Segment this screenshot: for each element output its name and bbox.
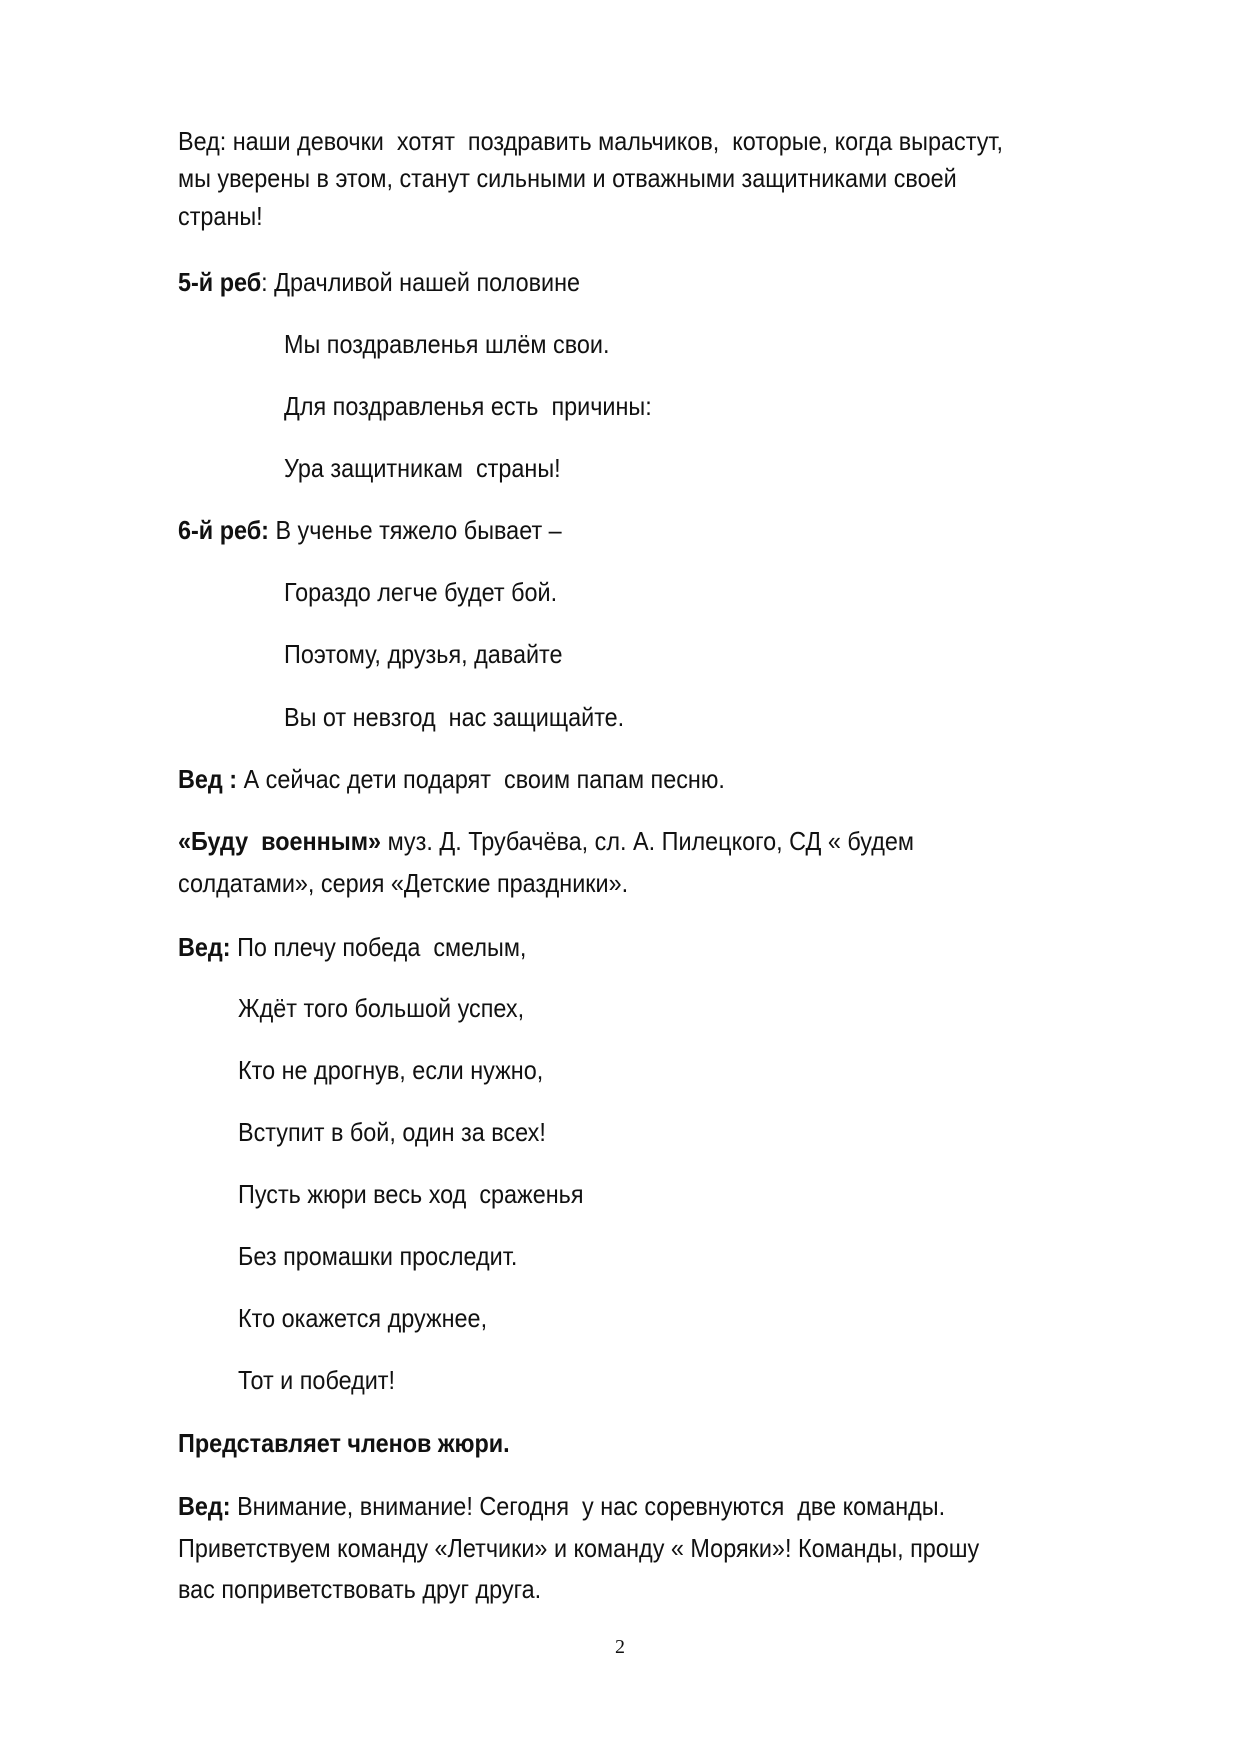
text: По плечу победа смелым, (230, 932, 527, 962)
text: Для поздравленья есть причины: (284, 391, 652, 421)
text: Гораздо легче будет бой. (284, 577, 558, 607)
text: : Драчливой нашей половине (261, 267, 581, 297)
bold-text: Представляет членов жюри. (178, 1428, 510, 1458)
text-line (238, 1053, 543, 1087)
text: страны! (178, 201, 263, 231)
text: Кто не дрогнув, если нужно, (238, 1055, 544, 1085)
text-line (178, 1572, 541, 1606)
text-line (284, 637, 563, 671)
text-line (238, 1239, 517, 1273)
text: Вед: наши девочки хотят поздравить мальчиков, которые, когда вырастут, (178, 126, 1004, 156)
bold-text: Вед: (178, 932, 231, 962)
bold-text: Вед: (178, 1491, 231, 1521)
bold-text: 5-й реб (178, 267, 262, 297)
text-line (238, 1363, 395, 1397)
text-line (178, 1531, 979, 1565)
text-line (178, 161, 957, 195)
text-line (178, 1489, 945, 1523)
text: солдатами», серия «Детские праздники». (178, 868, 629, 898)
bold-text: 6-й реб: (178, 515, 269, 545)
text-line (284, 575, 557, 609)
text-line (238, 991, 524, 1025)
text-line (178, 199, 263, 233)
text-line (178, 930, 526, 964)
text: Ждёт того большой успех, (238, 993, 525, 1023)
text-line (178, 866, 628, 900)
text-line (178, 824, 914, 858)
text: Поэтому, друзья, давайте (284, 639, 563, 669)
text-line (238, 1177, 584, 1211)
text-line (284, 327, 609, 361)
text: вас поприветствовать друг друга. (178, 1574, 542, 1604)
bold-text: Вед : (178, 764, 238, 794)
text-line (284, 389, 652, 423)
text-line (284, 451, 561, 485)
text: Без промашки проследит. (238, 1241, 518, 1271)
text: мы уверены в этом, станут сильными и отважными защитниками своей (178, 163, 957, 193)
text-line (178, 513, 562, 547)
text: Тот и победит! (238, 1365, 396, 1395)
text: В ученье тяжело бывает – (268, 515, 562, 545)
text: Вы от невзгод нас защищайте. (284, 702, 625, 732)
text: Вступит в бой, один за всех! (238, 1117, 546, 1147)
text-line (178, 265, 580, 299)
text: Ура защитникам страны! (284, 453, 561, 483)
text: Мы поздравленья шлём свои. (284, 329, 610, 359)
text: Кто окажется дружнее, (238, 1303, 488, 1333)
text-line (238, 1115, 546, 1149)
text: А сейчас дети подарят своим папам песню. (237, 764, 725, 794)
text-line (284, 700, 624, 734)
text-line (238, 1301, 487, 1335)
text: Внимание, внимание! Сегодня у нас соревнуются две команды. (230, 1491, 946, 1521)
bold-text: «Буду военным» (178, 826, 382, 856)
text-line (178, 1426, 510, 1460)
text: муз. Д. Трубачёва, сл. А. Пилецкого, СД « будем (381, 826, 914, 856)
page-number: 2 (615, 1636, 625, 1658)
text-line (178, 124, 1003, 158)
text: Приветствуем команду «Летчики» и команду « Моряки»! Команды, прошу (178, 1533, 980, 1563)
text: Пусть жюри весь ход сраженья (238, 1179, 584, 1209)
text-line (178, 762, 725, 796)
